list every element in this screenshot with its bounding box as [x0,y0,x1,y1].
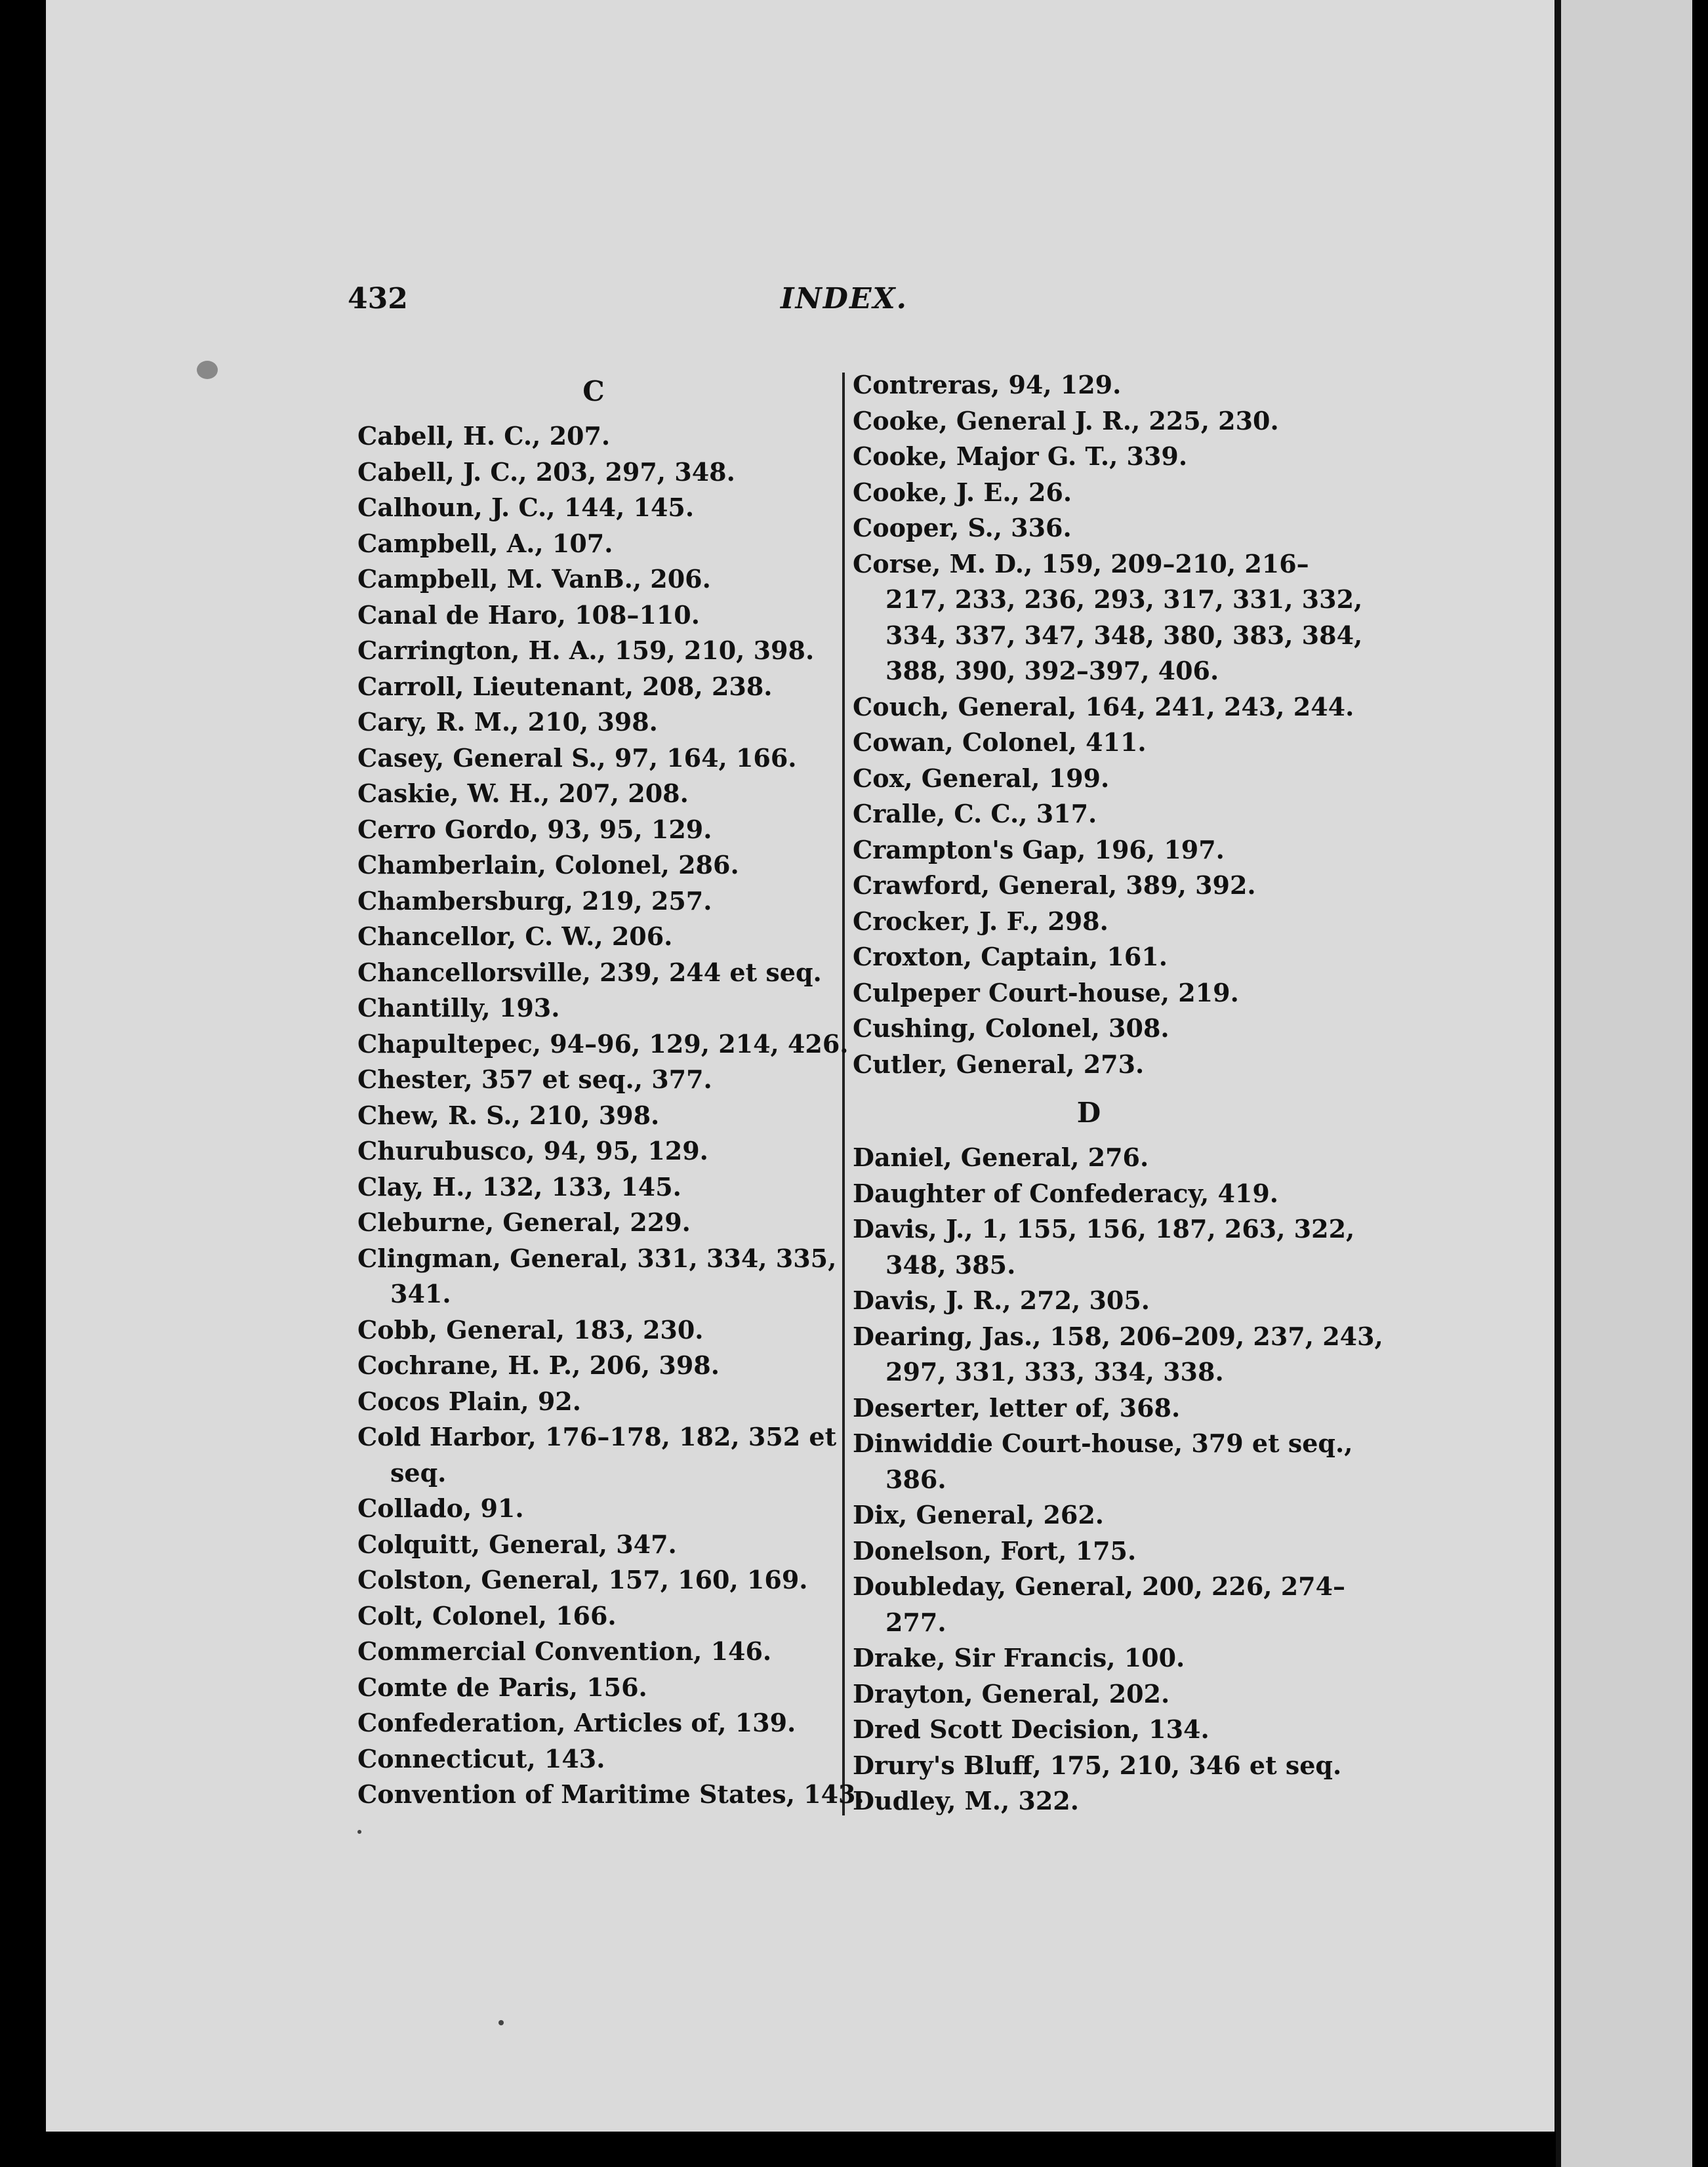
scan-speck [357,1830,361,1834]
index-entry [853,1047,1325,1083]
index-entry-text: Davis, J., 1, 155, 156, 187, 263, 322, [853,1214,1355,1244]
running-head: INDEX. [781,282,908,315]
index-entry [357,597,830,634]
index-entry [853,939,1325,975]
index-entry [357,1026,849,1063]
index-entry-continuation: 217, 233, 236, 293, 317, 331, 332, [885,584,1363,614]
index-entry [357,1634,830,1670]
section-letter-c: C [582,375,605,407]
index-entry-text: Chancellorsville, 239, 244 et seq. [357,957,822,987]
index-entry [357,1419,837,1491]
index-entry [853,475,1325,511]
index-entry [853,1176,1325,1212]
index-entry-text: Cooke, J. E., 26. [853,477,1072,507]
index-entry-continuation: 341. [390,1279,451,1308]
index-entry [853,832,1325,868]
index-entry [357,1169,830,1205]
index-entry [357,1741,830,1777]
index-entry-text: Donelson, Fort, 175. [853,1535,1137,1566]
page-header [348,282,1463,334]
index-entry-text: Cushing, Colonel, 308. [853,1013,1169,1043]
index-entry [853,1640,1325,1676]
index-entry [853,1011,1325,1047]
index-entry [853,1390,1325,1427]
index-entry-text: Cobb, General, 183, 230. [357,1314,704,1345]
page-number: 432 [348,282,408,315]
index-entry-text: Convention of Maritime States, 143. [357,1779,864,1809]
index-entry [357,1312,830,1348]
adjacent-page-edge [1561,0,1692,2167]
index-entry-text: Chew, R. S., 210, 398. [357,1100,660,1130]
index-entry [853,1283,1325,1319]
index-entry-text: Colt, Colonel, 166. [357,1600,617,1630]
index-entry [357,1133,830,1169]
index-entry-text: Cooper, S., 336. [853,513,1072,542]
index-entry [357,1348,830,1384]
index-entry-continuation: 348, 385. [885,1249,1016,1280]
index-entry [853,761,1325,797]
index-entry [357,1384,830,1420]
index-entry-text: Connecticut, 143. [357,1743,605,1773]
index-entry-continuation: 277. [885,1607,946,1637]
index-entry-text: Casey, General S., 97, 164, 166. [357,742,797,773]
index-entry [357,919,830,955]
index-entry-text: Doubleday, General, 200, 226, 274– [853,1571,1346,1601]
index-entry-text: Daniel, General, 276. [853,1143,1149,1172]
index-entry-continuation: seq. [390,1457,447,1488]
index-entry-text: Corse, M. D., 159, 209–210, 216– [853,548,1309,578]
index-entry [357,1098,830,1134]
index-entry-text: Caskie, W. H., 207, 208. [357,779,689,808]
index-entry-text: Cabell, H. C., 207. [357,421,611,451]
index-entry-text: Cabell, J. C., 203, 297, 348. [357,456,735,487]
index-entry [357,1491,830,1527]
index-entry-text: Crocker, J. F., 298. [853,906,1108,936]
section-letter-d: D [1076,1097,1101,1129]
index-entry [853,403,1325,439]
index-entry-text: Cerro Gordo, 93, 95, 129. [357,814,712,844]
index-entry [357,633,830,669]
index-entry [853,439,1325,475]
index-entry-continuation: 386. [885,1464,946,1494]
index-entry-continuation: 297, 331, 333, 334, 338. [885,1357,1224,1387]
index-column-left [357,374,864,1813]
entry-list-d [853,1140,1383,1819]
index-entry-text: Couch, General, 164, 241, 243, 244. [853,691,1354,721]
scan-border [1692,0,1708,2167]
index-entry [853,1140,1325,1176]
index-entry-text: Cocos Plain, 92. [357,1386,581,1416]
index-entry [853,725,1325,761]
index-entry-text: Drayton, General, 202. [853,1678,1170,1709]
index-entry-text: Confederation, Articles of, 139. [357,1708,796,1737]
index-entry-text: Cowan, Colonel, 411. [853,727,1147,757]
index-entry-text: Campbell, A., 107. [357,528,613,558]
index-entry [357,955,830,991]
index-entry [357,1205,830,1241]
index-entry-text: Cooke, General J. R., 225, 230. [853,405,1279,435]
index-entry [853,367,1325,403]
index-entry-text: Carroll, Lieutenant, 208, 238. [357,671,773,701]
index-entry [853,975,1325,1011]
index-entry-text: Canal de Haro, 108–110. [357,599,700,630]
column-divider [842,373,845,1815]
index-entry-text: Cochrane, H. P., 206, 398. [357,1350,720,1380]
index-entry [853,904,1325,940]
index-entry-text: Cleburne, General, 229. [357,1207,691,1237]
index-entry-text: Culpeper Court-house, 219. [853,977,1239,1007]
index-entry-text: Clay, H., 132, 133, 145. [357,1171,681,1202]
index-entry-text: Drake, Sir Francis, 100. [853,1643,1185,1672]
index-entry [357,990,830,1026]
index-entry-text: Dearing, Jas., 158, 206–209, 237, 243, [853,1321,1383,1351]
index-entry [853,1426,1353,1497]
index-entry [357,847,830,883]
index-entry [357,704,830,740]
index-entry-text: Dix, General, 262. [853,1500,1105,1529]
scan-speck [498,2020,504,2025]
index-entry-text: Chambersburg, 219, 257. [357,885,712,916]
index-entry [357,455,830,491]
index-entry-continuation: 334, 337, 347, 348, 380, 383, 384, [885,620,1363,650]
index-entry-text: Drury's Bluff, 175, 210, 346 et seq. [853,1750,1342,1780]
index-entry-text: Calhoun, J. C., 144, 145. [357,493,695,522]
index-entry [853,1748,1342,1784]
index-entry-text: Cooke, Major G. T., 339. [853,441,1188,471]
gutter-line [1556,0,1561,2167]
index-entry [357,669,830,705]
index-entry [853,1211,1355,1283]
index-entry [357,1062,830,1098]
scan-speck [197,361,218,379]
index-entry-text: Cox, General, 199. [853,763,1110,793]
index-entry [357,561,830,597]
index-entry [357,1777,864,1813]
index-entry-text: Colquitt, General, 347. [357,1529,677,1559]
index-entry-text: Crawford, General, 389, 392. [853,870,1256,900]
index-entry-text: Cralle, C. C., 317. [853,799,1097,828]
entry-list-c-continued [853,367,1363,1082]
index-entry [357,776,830,812]
index-entry [357,1527,830,1563]
index-entry-text: Chancellor, C. W., 206. [357,921,673,951]
index-entry-text: Commercial Convention, 146. [357,1636,772,1666]
index-entry [853,1676,1325,1712]
index-entry-text: Churubusco, 94, 95, 129. [357,1136,708,1165]
index-entry [357,1598,830,1634]
index-entry [853,1497,1325,1533]
index-entry [357,1705,830,1741]
index-entry-text: Cary, R. M., 210, 398. [357,707,658,737]
index-entry-continuation: 388, 390, 392–397, 406. [885,656,1219,685]
index-entry-text: Chapultepec, 94–96, 129, 214, 426. [357,1028,849,1059]
index-entry-text: Davis, J. R., 272, 305. [853,1286,1150,1315]
index-entry-text: Cold Harbor, 176–178, 182, 352 et [357,1422,837,1451]
index-entry-text: Dred Scott Decision, 134. [853,1714,1210,1744]
entry-list-c [357,418,864,1813]
index-entry [357,418,830,455]
index-entry [357,883,830,920]
index-entry-text: Contreras, 94, 129. [853,370,1122,399]
index-entry [357,1241,837,1312]
index-entry-text: Dinwiddie Court-house, 379 et seq., [853,1428,1353,1458]
index-entry-text: Collado, 91. [357,1493,524,1523]
index-entry [853,1712,1325,1748]
index-entry-text: Dudley, M., 322. [853,1786,1079,1815]
index-entry [853,689,1354,725]
index-entry-text: Cutler, General, 273. [853,1049,1145,1079]
index-entry-text: Colston, General, 157, 160, 169. [357,1565,808,1594]
index-entry-text: Chamberlain, Colonel, 286. [357,850,739,880]
index-entry-text: Deserter, letter of, 368. [853,1392,1181,1423]
index-entry-text: Carrington, H. A., 159, 210, 398. [357,636,815,665]
index-entry [357,490,830,526]
index-entry-text: Croxton, Captain, 161. [853,942,1168,971]
index-entry [853,1569,1346,1640]
index-entry [853,1533,1325,1570]
index-entry [357,812,830,848]
index-entry [853,546,1363,689]
index-entry-text: Clingman, General, 331, 334, 335, [357,1243,837,1273]
index-entry [853,868,1325,904]
index-entry [853,796,1325,832]
index-entry-text: Chester, 357 et seq., 377. [357,1064,712,1094]
index-entry [357,526,830,562]
index-column-right [853,367,1383,1819]
index-entry-text: Daughter of Confederacy, 419. [853,1178,1279,1208]
index-entry-text: Crampton's Gap, 196, 197. [853,834,1225,864]
index-entry [853,1783,1325,1819]
index-entry-text: Chantilly, 193. [357,993,560,1023]
index-entry [357,1670,830,1706]
index-entry [357,1562,830,1598]
index-entry [853,510,1325,546]
index-entry-text: Campbell, M. VanB., 206. [357,564,711,594]
index-entry [853,1319,1383,1390]
index-entry [357,740,830,777]
index-entry-text: Comte de Paris, 156. [357,1672,647,1702]
